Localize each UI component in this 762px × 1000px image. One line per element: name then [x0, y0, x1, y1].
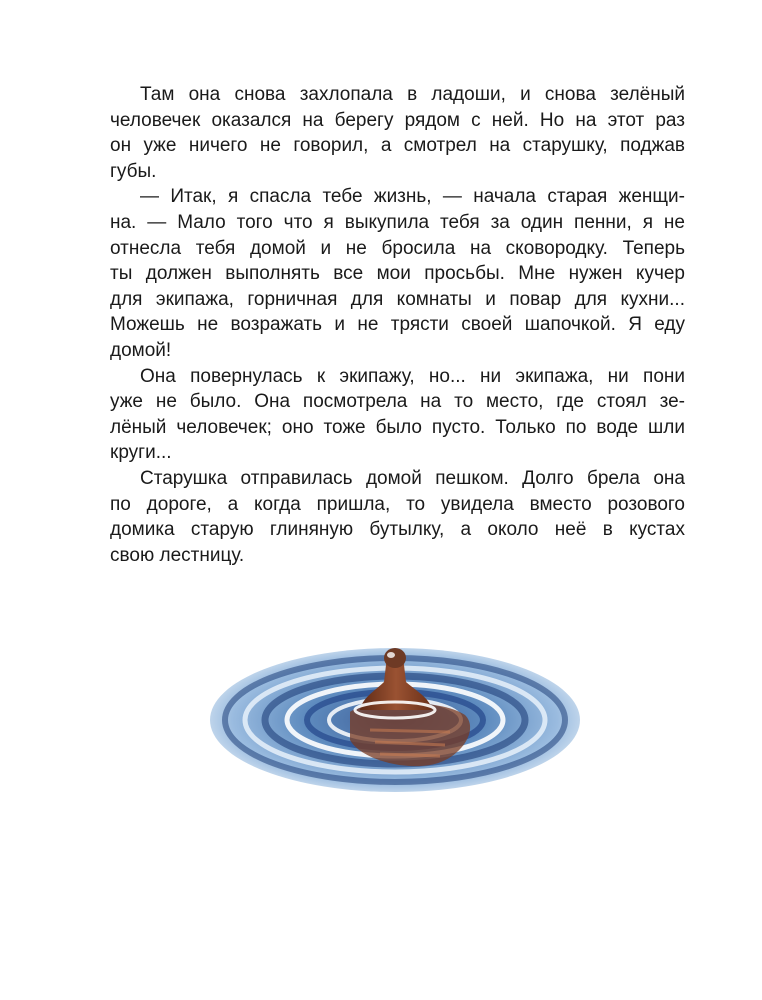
paragraph-3 [110, 364, 685, 466]
text-line: круги... [110, 442, 172, 464]
text-line: по дороге, а когда пришла, то увидела вместо розового [110, 493, 685, 515]
text-line: лёный человечек; оно тоже было пусто. Только по воде шли [110, 416, 685, 438]
bottle-top [384, 648, 406, 668]
text-line: свою лестницу. [110, 544, 245, 566]
text-line: он уже ничего не говорил, а смотрел на старушку, поджав [110, 135, 685, 157]
paragraph-4 [110, 466, 685, 568]
text-line: человечек оказался на берегу рядом с ней. Но на этот раз [110, 109, 685, 131]
text-line: губы. [110, 160, 157, 182]
text-line: Старушка отправилась домой пешком. Долго брела она [140, 467, 685, 489]
text-line: отнесла тебя домой и не бросила на сковородку. Теперь [110, 237, 685, 259]
text-line: уже не было. Она посмотрела на то место, где стоял зе- [110, 391, 685, 413]
water-ripple-illustration [200, 620, 590, 805]
text-line: Там она снова захлопала в ладоши, и снова зелёный [140, 84, 685, 105]
text-line: Она повернулась к экипажу, но... ни экипажа, ни пони [140, 365, 685, 387]
text-line: домика старую глиняную бутылку, а около неё в кустах [110, 519, 685, 541]
text-line: домой! [110, 339, 172, 361]
paragraph-2 [110, 184, 685, 363]
text-line: — Итак, я спасла тебе жизнь, — начала старая женщи- [140, 186, 685, 208]
text-line: ты должен выполнять все мои просьбы. Мне нужен кучер [110, 263, 685, 285]
text-line: Можешь не возражать и не трясти своей шапочкой. Я еду [110, 314, 685, 336]
bottle-top-highlight [387, 652, 395, 658]
story-text [110, 82, 685, 568]
text-line: на. — Мало того что я выкупила тебя за один пенни, я не [110, 211, 685, 233]
text-line: для экипажа, горничная для комнаты и повар для кухни... [110, 288, 685, 310]
paragraph-1 [110, 82, 685, 184]
